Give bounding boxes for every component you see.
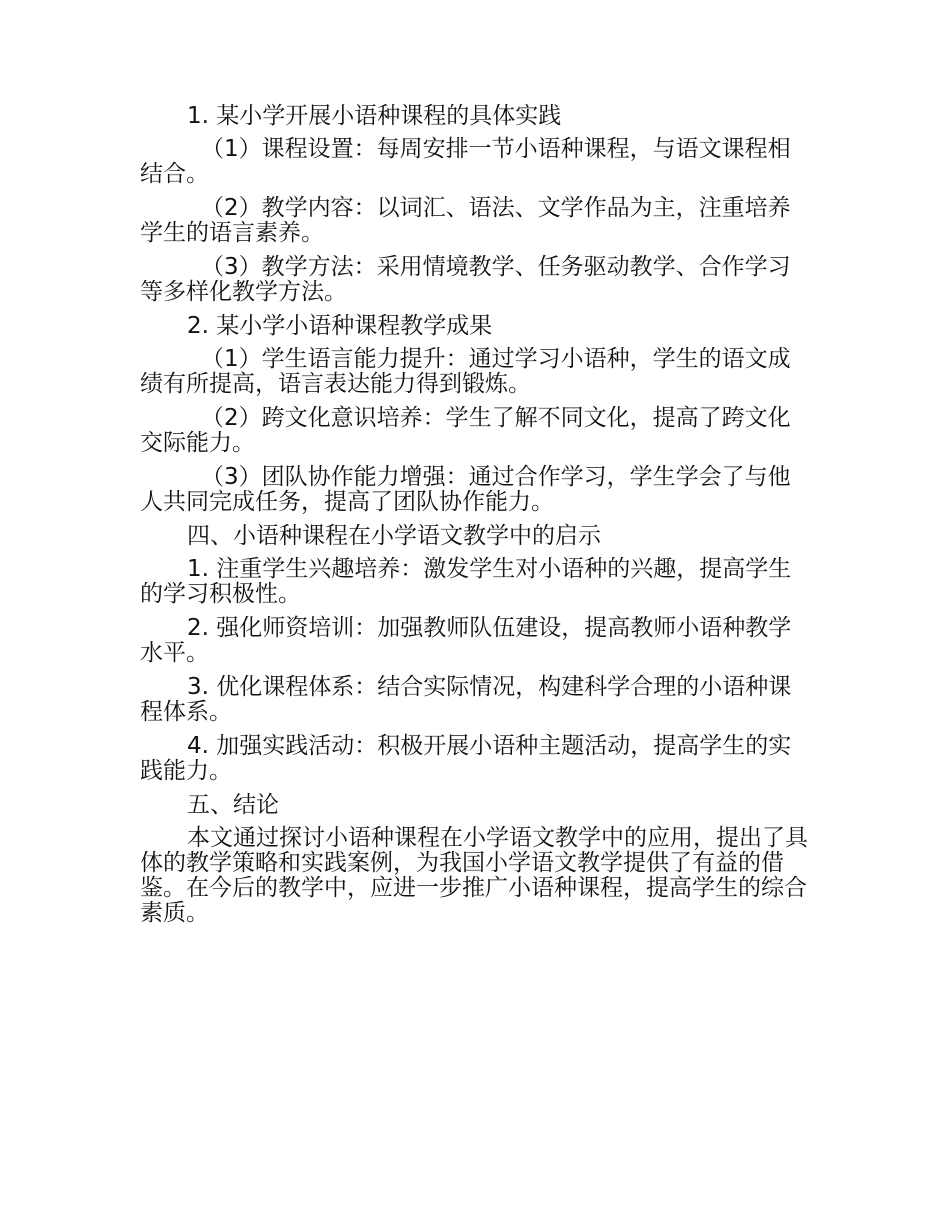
section-heading-implications: 四、小语种课程在小学语文教学中的启示 — [187, 523, 601, 549]
result-language-ability: （1）学生语言能力提升：通过学习小语种，学生的语文成绩有所提高，语言表达能力得到锻炼。 — [140, 346, 791, 397]
implication-teacher-training: 2. 强化师资培训：加强教师队伍建设，提高教师小语种教学水平。 — [140, 615, 792, 666]
result-teamwork: （3）团队协作能力增强：通过合作学习，学生学会了与他人共同完成任务，提高了团队协作能力。 — [140, 464, 791, 515]
implication-interest: 1. 注重学生兴趣培养：激发学生对小语种的兴趣，提高学生的学习积极性。 — [140, 556, 792, 607]
result-cross-cultural: （2）跨文化意识培养：学生了解不同文化，提高了跨文化交际能力。 — [140, 405, 791, 456]
conclusion-paragraph: 本文通过探讨小语种课程在小学语文教学中的应用，提出了具体的教学策略和实践案例，为我国小学语文教学提供了有益的借鉴。在今后的教学中，应进一步推广小语种课程，提高学生的综合素质。 — [140, 825, 808, 926]
practice-teaching-content: （2）教学内容：以词汇、语法、文学作品为主，注重培养学生的语言素养。 — [140, 195, 791, 246]
implication-practice: 4. 加强实践活动：积极开展小语种主题活动，提高学生的实践能力。 — [140, 733, 792, 784]
practice-course-setting: （1）课程设置：每周安排一节小语种课程，与语文课程相结合。 — [140, 136, 791, 187]
practice-teaching-method: （3）教学方法：采用情境教学、任务驱动教学、合作学习等多样化教学方法。 — [140, 254, 791, 305]
section-item-results: 2. 某小学小语种课程教学成果 — [187, 313, 493, 339]
section-item-practice: 1. 某小学开展小语种课程的具体实践 — [187, 103, 562, 129]
document-body — [140, 104, 812, 935]
implication-curriculum: 3. 优化课程体系：结合实际情况，构建科学合理的小语种课程体系。 — [140, 674, 792, 725]
section-heading-conclusion: 五、结论 — [187, 792, 279, 818]
